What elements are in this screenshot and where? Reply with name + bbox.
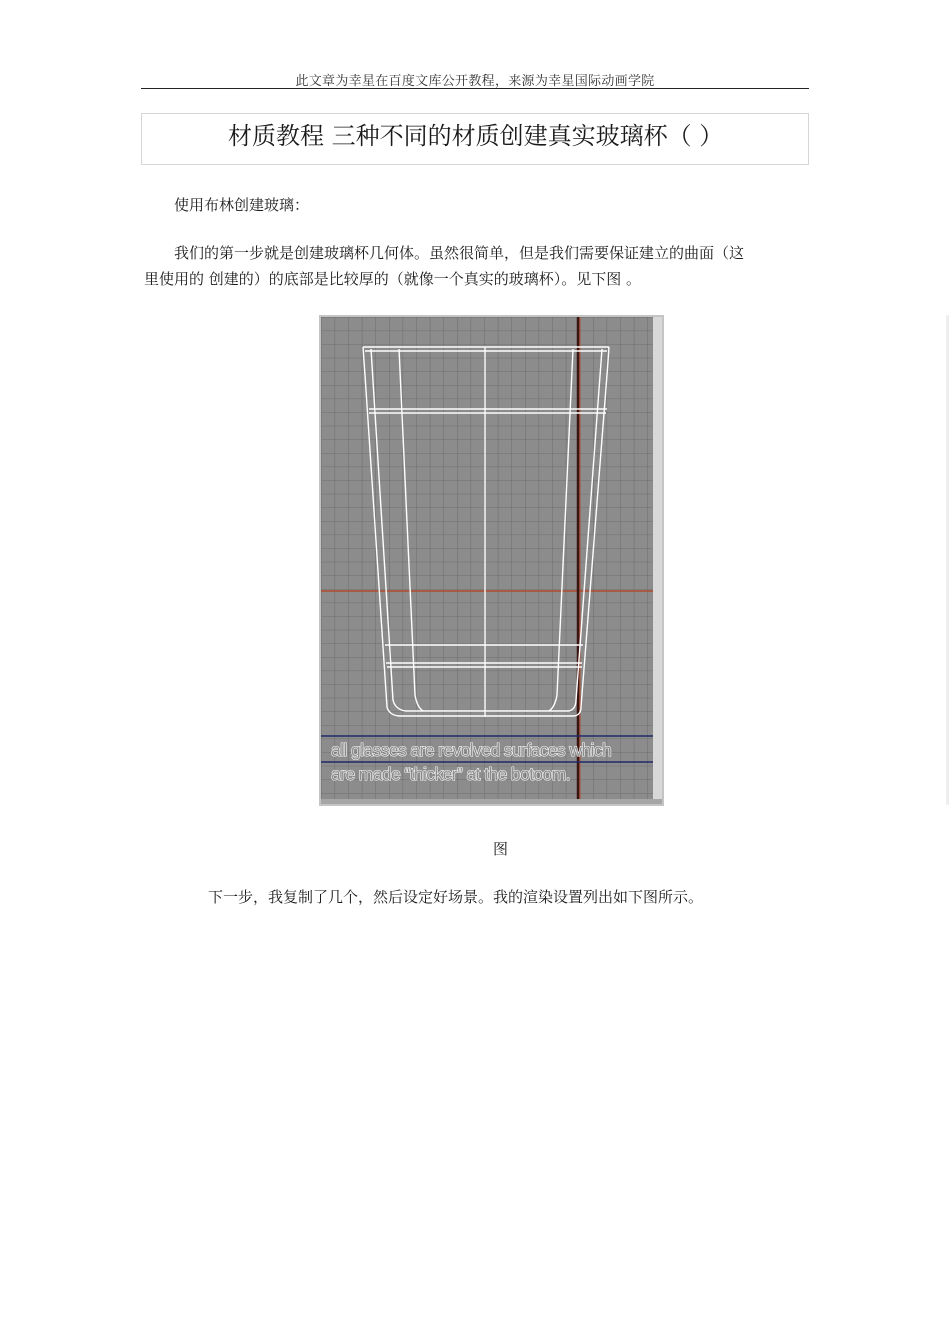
paragraph-step-one-line1: 我们的第一步就是创建玻璃杯几何体。虽然很简单，但是我们需要保证建立的曲面（这 — [174, 244, 745, 262]
paragraph-next-step: 下一步，我复制了几个，然后设定好场景。我的渲染设置列出如下图所示。 — [208, 888, 704, 906]
figure-right-border — [653, 317, 662, 804]
page-header-text: 此文章为幸星在百度文库公开教程，来源为幸星国际动画学院 — [295, 74, 655, 89]
overlay-text-line2: are made “thicker” at the botoom. — [331, 764, 570, 784]
paragraph-step-one-line2: 里使用的 创建的）的底部是比较厚的（就像一个真实的玻璃杯）。见下图 。 — [144, 270, 642, 288]
header-rule — [141, 88, 809, 89]
glass-wireframe-figure — [319, 315, 664, 806]
document-title: 材质教程 三种不同的材质创建真实玻璃杯（ ） — [228, 122, 724, 150]
page-edge-mark — [946, 315, 949, 805]
figure-bottom-border — [321, 799, 662, 804]
overlay-text-line1: all glasses are revolved surfaces which — [331, 740, 612, 760]
wireframe-viewport — [319, 315, 664, 806]
grid-background — [321, 317, 653, 799]
paragraph-boolean-glass: 使用布林创建玻璃： — [174, 196, 310, 214]
figure-caption: 图 — [493, 840, 509, 858]
